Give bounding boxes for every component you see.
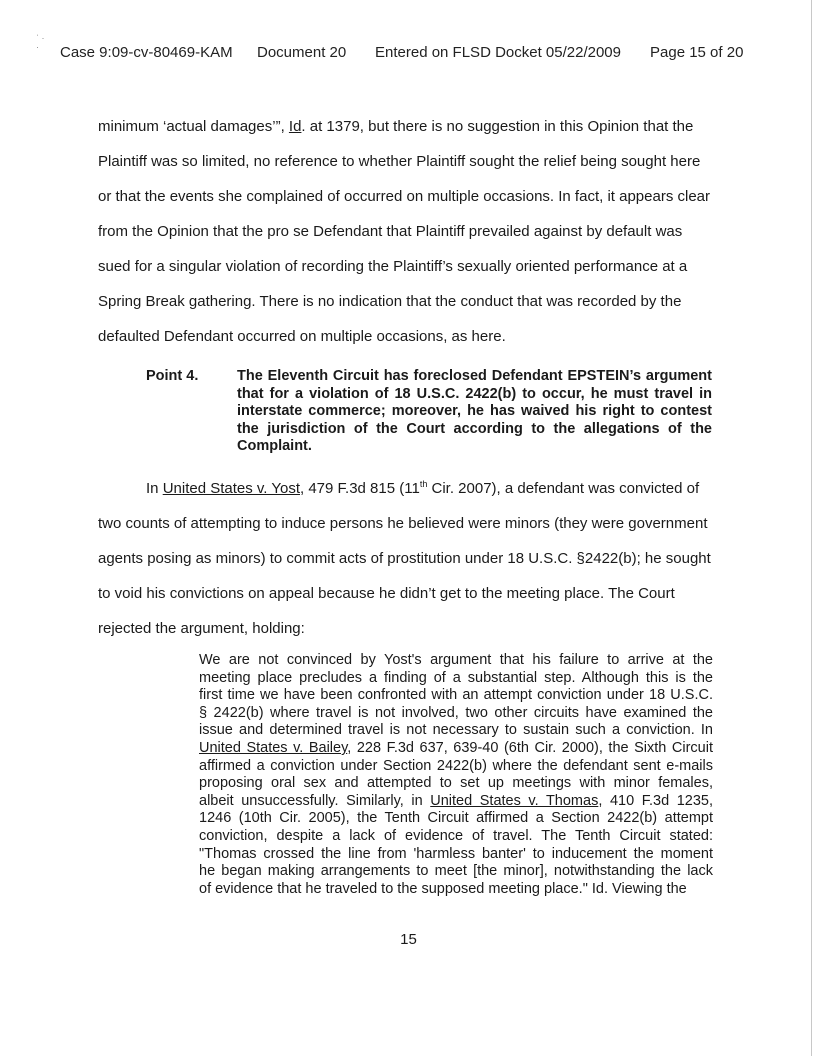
text-line: Spring Break gathering. There is no indication that the conduct that was recorded by the — [98, 293, 682, 310]
citation-yost: United States v. Yost — [162, 480, 300, 497]
text-line: agents posing as minors) to commit acts of prostitution under 18 U.S.C. §2422(b); he sought — [98, 550, 711, 567]
page-number: 15 — [400, 931, 417, 948]
quote-line: issue and determined travel is not necessary to sustain such a conviction. In — [199, 722, 713, 739]
quote-line: "Thomas crossed the line from 'harmless banter' to inducement the moment — [199, 845, 713, 862]
text-line: Plaintiff was so limited, no reference to whether Plaintiff sought the relief being sought here — [98, 153, 701, 170]
quote-line: United States v. Bailey, 228 F.3d 637, 639-40 (6th Cir. 2000), the Sixth Circuit — [199, 739, 713, 756]
paragraph-yost — [98, 467, 712, 646]
text-line: two counts of attempting to induce persons he believed were minors (they were government — [98, 515, 708, 532]
text-line: from the Opinion that the pro se Defendant that Plaintiff prevailed against by default was — [98, 223, 683, 240]
text-line: minimum ‘actual damages’”, Id. at 1379, but there is no suggestion in this Opinion that the — [98, 118, 694, 135]
quote-line: proposing oral sex and attempted to set up meetings with minor females, — [199, 775, 713, 792]
point-heading-text: The Eleventh Circuit has foreclosed Defendant EPSTEIN’s argument that for a violation of 18 U.S.C. 2422(b) to occur, he must travel in interstate commerce; moreover, he has waived his right to contest the jurisdiction of the Court according to the allegations of the Complaint. — [237, 368, 712, 454]
quote-line: meeting place precludes a finding of a substantial step. Although this is the — [199, 669, 713, 686]
text-line: to void his convictions on appeal because he didn’t get to the meeting place. The Court — [98, 585, 675, 602]
quote-line: albeit unsuccessfully. Similarly, in United States v. Thomas, 410 F.3d 1235, — [199, 792, 713, 809]
header-document-number: Document 20 — [257, 44, 347, 61]
header-case-number: Case 9:09-cv-80469-KAM — [60, 44, 233, 61]
quote-line: first time we have been confronted with an attempt conviction under 18 U.S.C. — [199, 687, 713, 704]
text-line: rejected the argument, holding: — [98, 620, 305, 637]
quote-line: 1246 (10th Cir. 2005), the Tenth Circuit affirmed a Section 2422(b) attempt — [199, 810, 713, 827]
quote-line: § 2422(b) where travel is not involved, two other circuits have examined the — [199, 704, 713, 721]
text-line: In United States v. Yost, 479 F.3d 815 (11th Cir. 2007), a defendant was convicted of — [146, 479, 700, 497]
quote-line: affirmed a conviction under Section 2422(b) where the defendant sent e-mails — [199, 757, 713, 774]
header-page-count: Page 15 of 20 — [650, 44, 744, 61]
scan-specks: ˈ · · — [36, 33, 45, 52]
text-line: sued for a singular violation of recording the Plaintiff’s sexually oriented performance at a — [98, 258, 688, 275]
citation-bailey: United States v. Bailey — [199, 739, 348, 756]
quote-line: of evidence that he traveled to the supposed meeting place." Id. Viewing the — [199, 880, 687, 897]
text-line: or that the events she complained of occurred on multiple occasions. In fact, it appears clear — [98, 188, 710, 205]
quote-line: We are not convinced by Yost's argument that his failure to arrive at the — [199, 652, 713, 668]
paragraph-damages — [98, 109, 712, 354]
quote-line: conviction, despite a lack of evidence of travel. The Tenth Circuit stated: — [199, 827, 713, 844]
point-label: Point 4. — [146, 368, 199, 384]
citation-id: Id — [288, 118, 302, 135]
text-line: defaulted Defendant occurred on multiple occasions, as here. — [98, 328, 506, 345]
citation-thomas: United States v. Thomas — [430, 792, 599, 809]
header-entered-date: Entered on FLSD Docket 05/22/2009 — [375, 44, 621, 61]
block-quote — [199, 652, 713, 898]
quote-line: he began making arrangements to meet [the minor], notwithstanding the lack — [199, 863, 713, 880]
page-edge-line — [811, 0, 812, 1056]
